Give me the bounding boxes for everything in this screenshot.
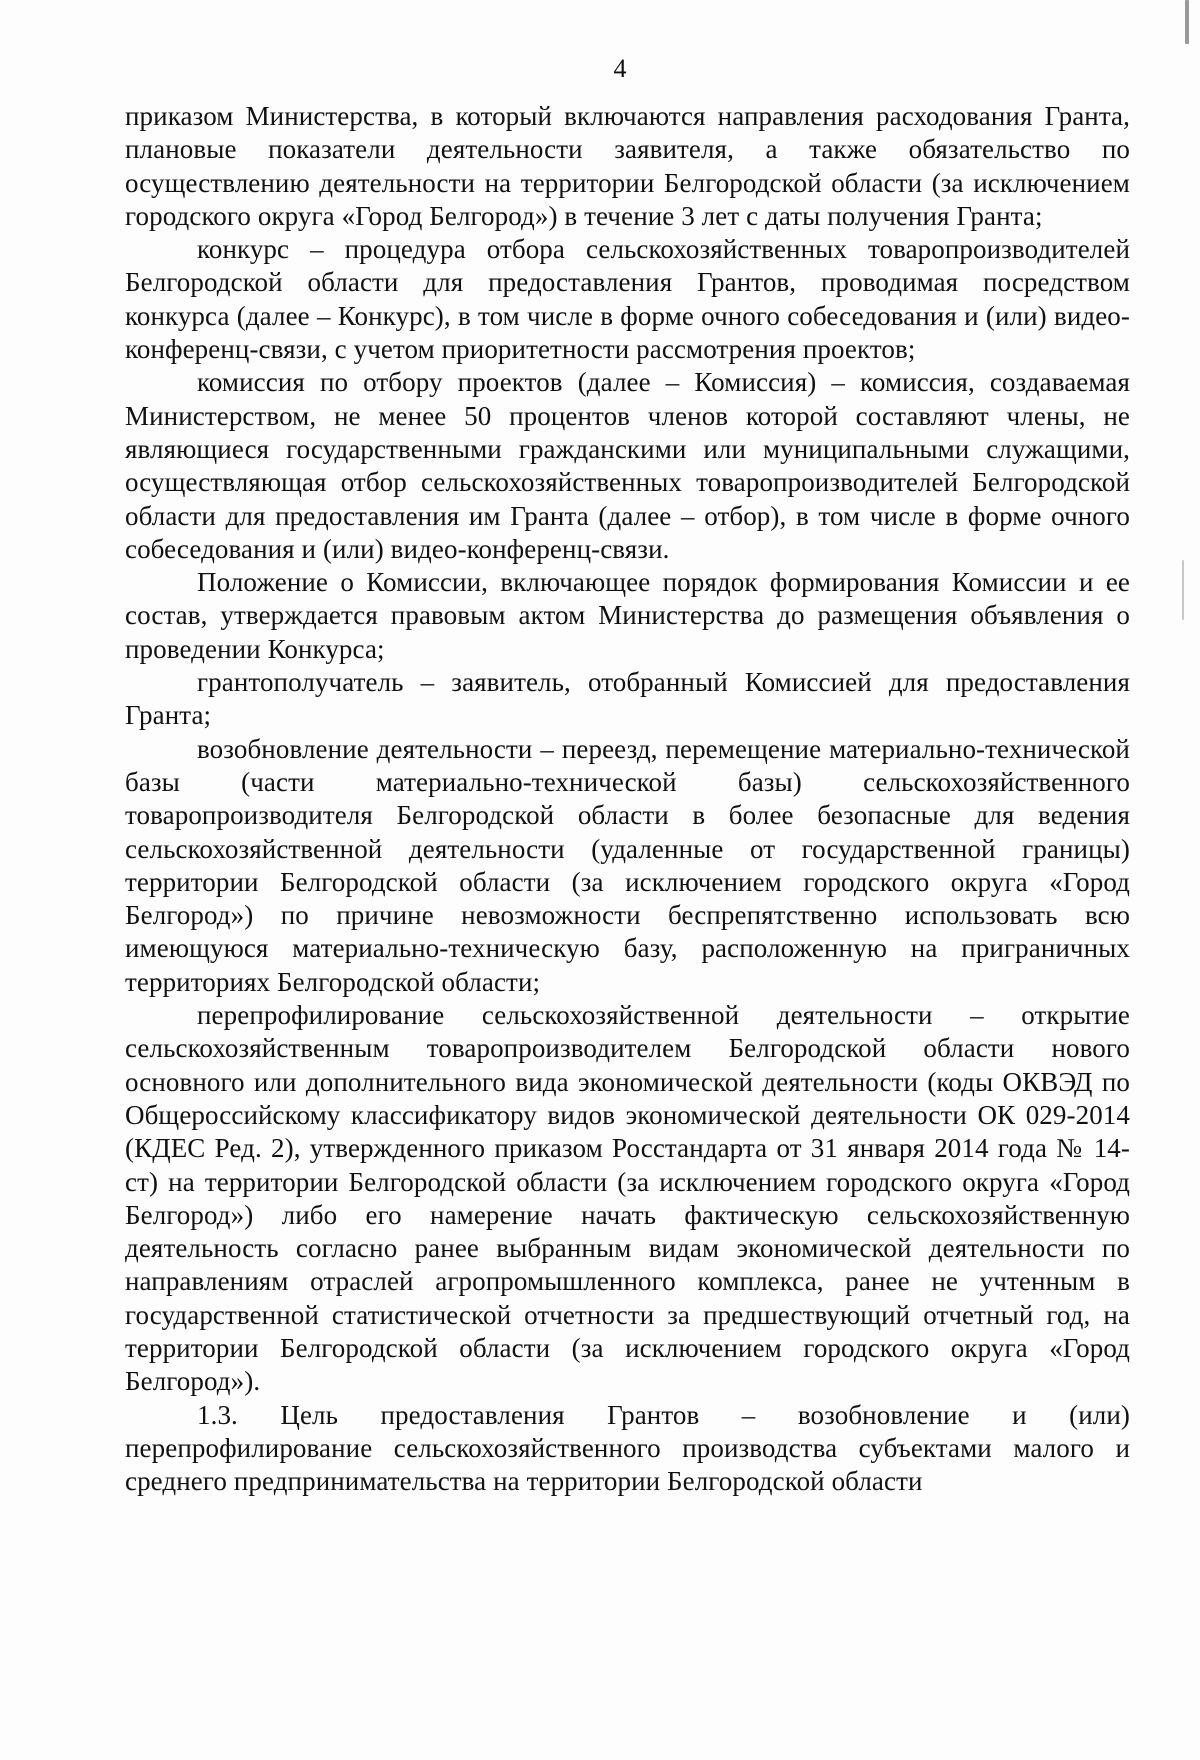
- document-body: [125, 100, 1130, 1498]
- scan-edge-mark: [1185, 0, 1189, 44]
- paragraph: комиссия по отбору проектов (далее – Комиссия) – комиссия, создаваемая Министерством, не менее 50 процентов членов которой составляют члены, не являющиеся государственными гражданскими или муниципальными служащими, осуществляющая отбор сельскохозяйственных товаропроизводителей Белгородской области для предоставления им Гранта (далее – отбор), в том числе в форме очного собеседования и (или) видео-конференц-связи.: [125, 367, 1130, 564]
- paragraph: приказом Министерства, в который включаются направления расходования Гранта, плановые показатели деятельности заявителя, а также обязательство по осуществлению деятельности на территории Белгородской области (за исключением городского округа «Город Белгород») в течение 3 лет с даты получения Гранта;: [125, 101, 1130, 231]
- paragraph: Положение о Комиссии, включающее порядок формирования Комиссии и ее состав, утверждается правовым актом Министерства до размещения объявления о проведении Конкурса;: [125, 567, 1130, 664]
- scan-edge-mark: [1182, 560, 1184, 620]
- paragraph: грантополучатель – заявитель, отобранный Комиссией для предоставления Гранта;: [125, 667, 1130, 731]
- paragraph: возобновление деятельности – переезд, перемещение материально-технической базы (части материально-технической базы) сельскохозяйственного товаропроизводителя Белгородской области в более безопасные для ведения сельскохозяйственной деятельности (удаленные от государственной границы) территории Белгородской области (за исключением городского округа «Город Белгород») по причине невозможности беспрепятственно использовать всю имеющуюся материально-техническую базу, расположенную на приграничных территориях Белгородской области;: [125, 733, 1130, 997]
- paragraph: конкурс – процедура отбора сельскохозяйственных товаропроизводителей Белгородской области для предоставления Грантов, проводимая посредством конкурса (далее – Конкурс), в том числе в форме очного собеседования и (или) видео-конференц-связи, с учетом приоритетности рассмотрения проектов;: [125, 234, 1130, 365]
- paragraph: 1.3. Цель предоставления Грантов – возобновление и (или) перепрофилирование сельскохозяйственного производства субъектами малого и среднего предпринимательства на территории Белгородской области: [125, 1399, 1130, 1497]
- page-number: 4: [613, 54, 627, 83]
- paragraph: перепрофилирование сельскохозяйственной деятельности – открытие сельскохозяйственным товаропроизводителем Белгородской области нового основного или дополнительного вида экономической деятельности (коды ОКВЭД по Общероссийскому классификатору видов экономической деятельности ОК 029-2014 (КДЕС Ред. 2), утвержденного приказом Росстандарта от 31 января 2014 года № 14-ст) на территории Белгородской области (за исключением городского округа «Город Белгород») либо его намерение начать фактическую сельскохозяйственную деятельность согласно ранее выбранным видам экономической деятельности по направлениям отраслей агропромышленного комплекса, ранее не учтенным в государственной статистической отчетности за предшествующий отчетный год, на территории Белгородской области (за исключением городского округа «Город Белгород»).: [125, 1000, 1130, 1397]
